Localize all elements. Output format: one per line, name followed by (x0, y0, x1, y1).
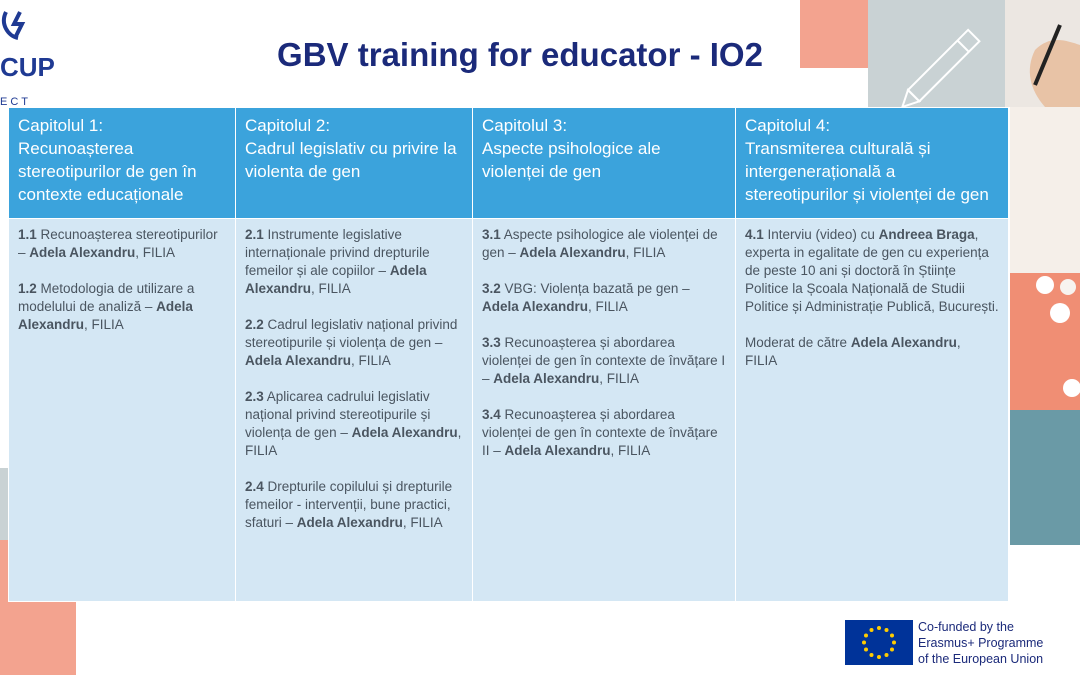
eu-funding-text: Co-funded by the Erasmus+ Programme of the European Union (918, 620, 1044, 666)
chapters-table (8, 107, 1009, 602)
decor-block (1010, 410, 1080, 545)
list-item: 3.1 Aspecte psihologice ale violenței de gen – Adela Alexandru, FILIA (482, 227, 718, 260)
paper-balls-photo (1010, 273, 1080, 410)
list-item: 2.1 Instrumente legislative internaționale privind drepturile femeilor și ale copiilor – Adela Alexandru, FILIA (245, 227, 430, 296)
moderator-note: Moderat de către Adela Alexandru, FILIA (745, 335, 961, 368)
list-item: 3.4 Recunoașterea și abordarea violenței de gen în contexte de învățare II – Adela Alexandru, FILIA (482, 407, 718, 458)
logo-mark-icon (0, 10, 30, 42)
list-item: 1.1 Recunoașterea stereotipurilor – Adela Alexandru, FILIA (18, 227, 218, 260)
decor-block (1010, 107, 1080, 273)
list-item: 3.3 Recunoașterea și abordarea violenței de gen în contexte de învățare I – Adela Alexandru, FILIA (482, 335, 726, 386)
logo-subtext: ECT (0, 96, 31, 108)
hand-writing-photo (1005, 0, 1080, 107)
chapter-4-cell (736, 219, 1009, 602)
eu-stars-icon (845, 620, 913, 665)
list-item: 2.3 Aplicarea cadrului legislativ național privind stereotipurile și violența de gen – Adela Alexandru, FILIA (245, 389, 462, 458)
decor-block (868, 0, 1005, 107)
chapter-3-cell (473, 219, 736, 602)
pencil-icon (868, 0, 1005, 107)
chapter-4-header: Capitolul 4: Transmiterea culturală și intergenerațională a stereotipurilor și violenței de gen (736, 108, 1009, 219)
chapter-1-cell (9, 219, 236, 602)
list-item: 3.2 VBG: Violența bazată pe gen – Adela Alexandru, FILIA (482, 281, 690, 314)
list-item: 4.1 Interviu (video) cu Andreea Braga, experta in egalitate de gen cu experiența de peste 10 ani și doctoră în Științe Politice la Școala Națională de Studii Politice și Administrație Publică, București. (745, 227, 999, 314)
list-item: 2.4 Drepturile copilului și drepturile femeilor - intervenții, bune practici, sfaturi – Adela Alexandru, FILIA (245, 479, 453, 530)
chapter-2-cell (236, 219, 473, 602)
eu-flag (845, 620, 913, 665)
decor-block (0, 468, 8, 540)
chapter-1-header: Capitolul 1: Recunoașterea stereotipurilor de gen în contexte educaționale (9, 108, 236, 219)
chapter-2-header: Capitolul 2: Cadrul legislativ cu privire la violenta de gen (236, 108, 473, 219)
logo-text: CUP (0, 52, 55, 82)
project-logo (0, 10, 60, 108)
chapter-3-header: Capitolul 3: Aspecte psihologice ale violenței de gen (473, 108, 736, 219)
page-title: GBV training for educator - IO2 (277, 36, 763, 73)
list-item: 1.2 Metodologia de utilizare a modelului de analiză – Adela Alexandru, FILIA (18, 281, 195, 332)
list-item: 2.2 Cadrul legislativ național privind stereotipurile și violența de gen – Adela Alexandru, FILIA (245, 317, 458, 368)
